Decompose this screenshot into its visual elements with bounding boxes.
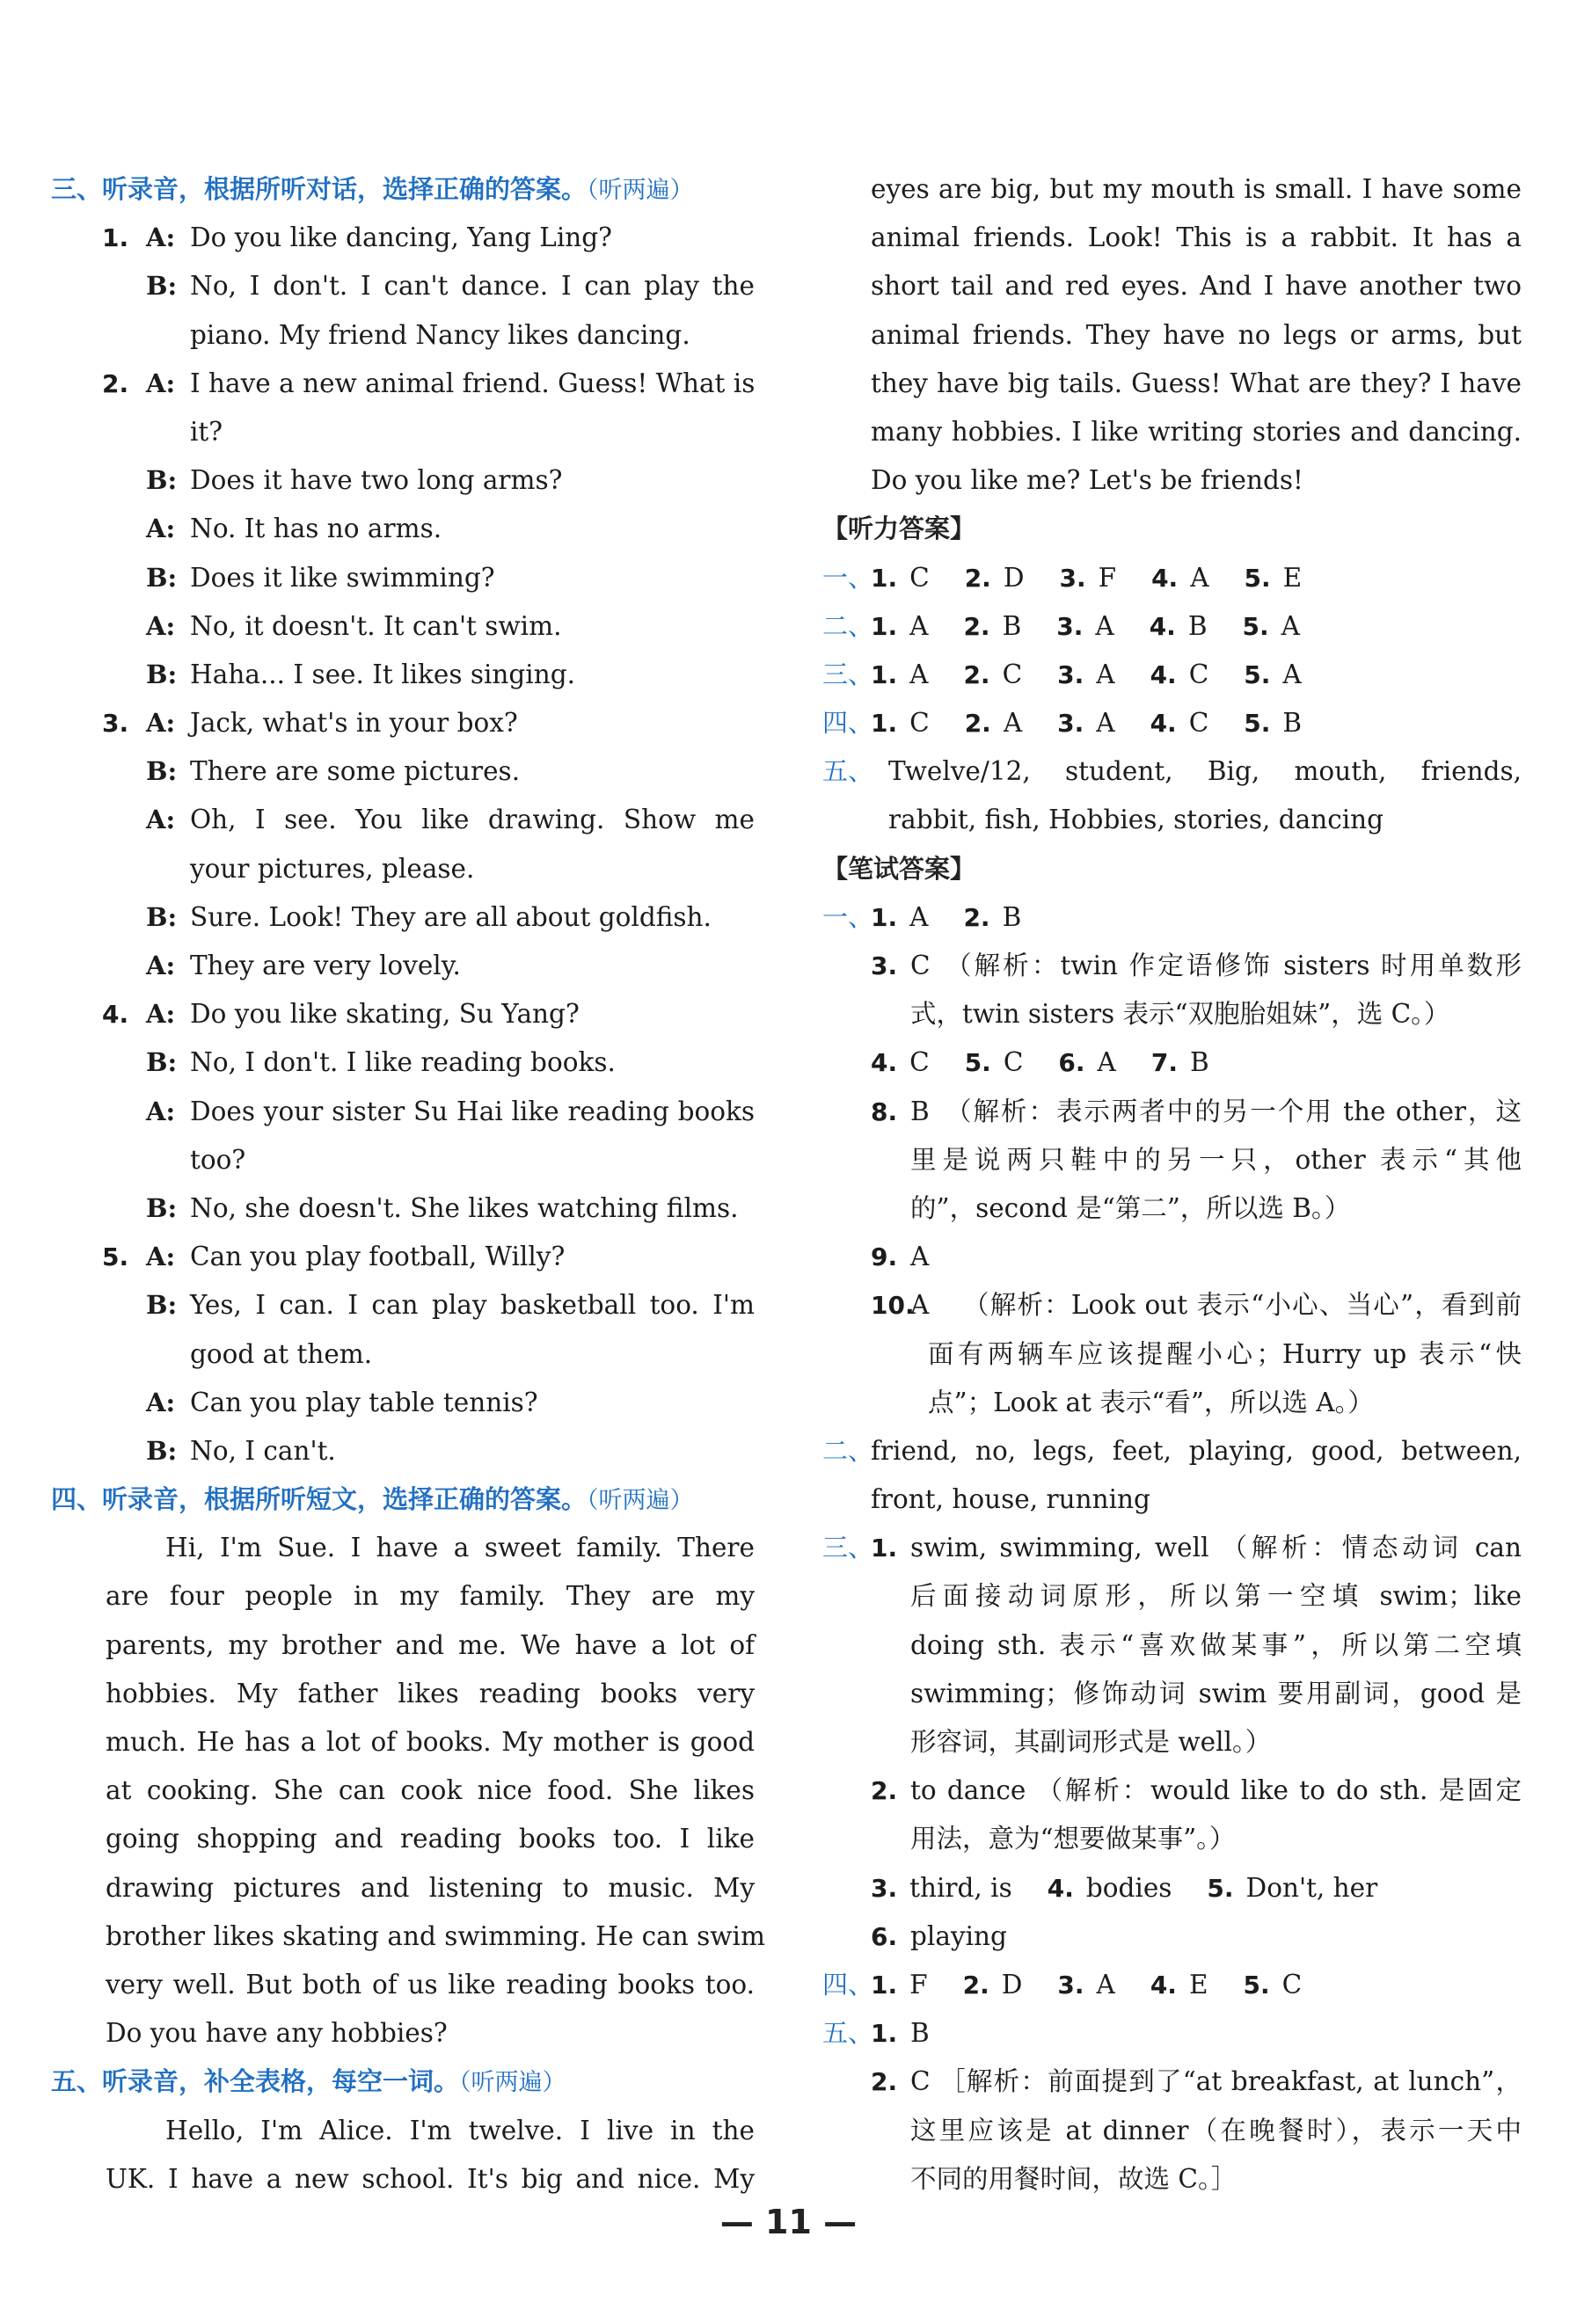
- explanation-text: （解析：Look out 表示“小心、当心”，看到前: [963, 1290, 1522, 1321]
- explanation-text: 面有两辆车应该提醒小心；Hurry up 表示“快: [928, 1338, 1522, 1369]
- text-line: [51, 262, 755, 310]
- text-line: [822, 1136, 1522, 1184]
- answer-number: 5.: [1242, 611, 1269, 641]
- passage-text: animal friends. Look! This is a rabbit. It has a: [871, 222, 1522, 253]
- speaker-label: A:: [146, 1096, 176, 1126]
- text-line: [51, 456, 755, 505]
- answer-number: 3.: [1057, 709, 1084, 739]
- answer-row: [871, 1038, 1245, 1087]
- answer-number: 3.: [1059, 563, 1086, 593]
- question-number: 10.: [871, 1291, 915, 1321]
- text-line: [822, 214, 1522, 262]
- passage-text: very well. But both of us like reading books too.: [106, 1969, 755, 2000]
- text-line: [51, 1281, 755, 1330]
- explanation-text: （解析：表示两者中的另一个用 the other，这: [945, 1096, 1522, 1126]
- answer-text: rabbit, fish, Hobbies, stories, dancing: [888, 805, 1384, 835]
- section-label: 三、: [822, 1533, 874, 1563]
- answer-number: 2.: [963, 611, 990, 641]
- answer-row: [871, 554, 1337, 602]
- question-number: 2.: [102, 368, 129, 398]
- answer-number: 5.: [964, 1048, 991, 1078]
- question-number: 2.: [871, 1776, 898, 1806]
- text-line: [51, 747, 755, 796]
- text-line: [822, 1767, 1522, 1815]
- text-line: [51, 796, 755, 844]
- answer-value: A: [909, 901, 929, 932]
- section-note: （听两遍）: [459, 2069, 566, 2097]
- answer-number: 4.: [1151, 563, 1179, 593]
- text-line: [822, 2058, 1522, 2106]
- explanation-text: （解析：twin 作定语修饰 sisters 时用单数形: [945, 951, 1522, 980]
- passage-text: Hello, I'm Alice. I'm twelve. I live in the: [165, 2115, 755, 2146]
- passage-text: Do you have any hobbies?: [106, 2018, 448, 2049]
- explanation-text: 用法，意为“想要做某事”。）: [910, 1824, 1236, 1854]
- passage-text: animal friends. They have no legs or arms, but: [871, 319, 1522, 350]
- text-line: [51, 602, 755, 651]
- answer-number: 1.: [871, 563, 898, 593]
- text-line: [822, 747, 1522, 796]
- answer-number: 5.: [1207, 1873, 1234, 1903]
- section-title: 四、听录音，根据所听短文，选择正确的答案。: [51, 1484, 588, 1515]
- text-line: [822, 1088, 1522, 1136]
- answer-header: 【笔试答案】: [822, 853, 976, 884]
- dialog-text: Oh, I see. You like drawing. Show me: [190, 805, 755, 835]
- text-line: [822, 1475, 1522, 1524]
- speaker-label: B:: [146, 271, 178, 302]
- dialog-text: Haha... I see. It likes singing.: [190, 659, 576, 689]
- answer-number: 1.: [871, 1970, 898, 2000]
- answer-value: A: [1095, 610, 1114, 641]
- dialog-text: Does it have two long arms?: [190, 465, 563, 496]
- text-line: [51, 1524, 755, 1572]
- question-number: 6.: [871, 1921, 898, 1951]
- dialog-text: it?: [190, 416, 223, 447]
- dialog-text: There are some pictures.: [190, 756, 521, 787]
- text-line: [51, 1767, 755, 1815]
- section-note: （听两遍）: [587, 1487, 694, 1515]
- text-line: [822, 1961, 1522, 2009]
- explanation-text: 里是说两只鞋中的另一只，other 表示“其他: [910, 1144, 1522, 1175]
- answer-value: C: [1281, 1969, 1303, 2000]
- explanation-text: 后面接动词原形，所以第一空填 swim；like: [910, 1581, 1522, 1612]
- answer-choice: A: [910, 1242, 930, 1272]
- answer-value: D: [1001, 1969, 1023, 2000]
- passage-text: brother likes skating and swimming. He can swim: [106, 1920, 765, 1951]
- text-line: [51, 554, 755, 602]
- speaker-label: B:: [146, 1435, 178, 1466]
- text-line: [51, 2009, 755, 2058]
- text-line: [51, 2107, 755, 2155]
- answer-value: bodies: [1085, 1872, 1172, 1903]
- answer-value: A: [1190, 562, 1209, 593]
- speaker-label: A:: [146, 708, 176, 739]
- answer-number: 2.: [962, 1970, 989, 2000]
- answer-number: 2.: [964, 563, 991, 593]
- answer-row: [871, 893, 1056, 942]
- text-line: [51, 1961, 755, 2009]
- text-line: [822, 893, 1522, 942]
- answer-number: 4.: [1150, 1970, 1177, 2000]
- passage-text: hobbies. My father likes reading books very: [106, 1678, 755, 1708]
- section-label: 一、: [822, 901, 874, 932]
- speaker-label: B:: [146, 659, 178, 689]
- answer-value: A: [1096, 659, 1115, 689]
- text-line: [822, 602, 1522, 651]
- answer-number: 5.: [1243, 1970, 1270, 2000]
- answer-number: 4.: [1149, 611, 1176, 641]
- text-line: [51, 1184, 755, 1233]
- page-number: — 11 —: [719, 2203, 858, 2241]
- text-line: [822, 2107, 1522, 2155]
- text-line: [51, 845, 755, 893]
- section-note: （听两遍）: [587, 177, 694, 204]
- explanation-text: swimming；修饰动词 swim 要用副词，good 是: [910, 1678, 1522, 1708]
- text-line: [51, 1379, 755, 1427]
- answer-number: 5.: [1244, 659, 1271, 689]
- answer-number: 7.: [1150, 1048, 1178, 1078]
- answer-number: 5.: [1244, 709, 1271, 739]
- answer-row: [871, 602, 1335, 651]
- text-line: [51, 1815, 755, 1863]
- text-line: [51, 1621, 755, 1670]
- text-line: [822, 990, 1522, 1038]
- dialog-text: No, I can't.: [190, 1435, 336, 1466]
- passage-text: they have big tails. Guess! What are they? I have: [871, 368, 1522, 398]
- answer-choice: C: [910, 951, 931, 980]
- answer-text: Twelve/12, student, Big, mouth, friends,: [888, 756, 1522, 787]
- text-line: [51, 360, 755, 408]
- dialog-text: No, I don't. I can't dance. I can play the: [190, 271, 755, 302]
- answer-value: B: [1189, 1047, 1209, 1078]
- speaker-label: A:: [146, 951, 176, 980]
- section-title: 三、听录音，根据所听对话，选择正确的答案。: [51, 174, 588, 204]
- answer-value: B: [1187, 610, 1208, 641]
- answer-value: C: [1002, 659, 1023, 689]
- passage-text: Do you like me? Let's be friends!: [871, 465, 1303, 496]
- passage-text: UK. I have a new school. It's big and nice. My: [106, 2163, 755, 2194]
- dialog-text: I have a new animal friend. Guess! What is: [190, 368, 756, 398]
- text-line: [822, 1379, 1522, 1427]
- answer-text: front, house, running: [871, 1484, 1150, 1515]
- answer-value: F: [1098, 562, 1117, 593]
- explanation-text: 形容词，其副词形式是 well。）: [910, 1727, 1272, 1757]
- section-label: 三、: [822, 659, 874, 689]
- dialog-text: No, I don't. I like reading books.: [190, 1047, 616, 1078]
- section-label: 二、: [822, 1435, 874, 1466]
- dialog-text: They are very lovely.: [190, 951, 461, 980]
- text-line: [51, 505, 755, 553]
- dialog-text: Can you play football, Willy?: [190, 1242, 566, 1272]
- question-number: 1.: [871, 1534, 898, 1563]
- text-line: [51, 1330, 755, 1379]
- dialog-text: Can you play table tennis?: [190, 1387, 538, 1417]
- answer-choice: A: [910, 1290, 930, 1321]
- answer-value: A: [909, 610, 929, 641]
- answer-value: E: [1188, 1969, 1208, 2000]
- text-line: [51, 651, 755, 699]
- answer-row: [871, 1961, 1337, 2009]
- answer-value: B: [1002, 901, 1022, 932]
- passage-text: short tail and red eyes. And I have another two: [871, 271, 1522, 302]
- answer-row: [871, 651, 1337, 699]
- text-line: [822, 408, 1522, 456]
- text-line: [51, 699, 755, 747]
- text-line: [51, 214, 755, 262]
- answer-value: B: [1282, 708, 1303, 739]
- text-line: [822, 1233, 1522, 1281]
- text-line: [51, 1088, 755, 1136]
- left-column: [51, 165, 765, 2204]
- answer-value: C: [909, 708, 930, 739]
- speaker-label: B:: [146, 756, 178, 787]
- text-line: [822, 456, 1522, 505]
- explanation-text: C ［解析：前面提到了“at breakfast, at lunch”，: [910, 2066, 1522, 2097]
- text-line: [51, 1864, 755, 1912]
- text-line: [822, 1621, 1522, 1670]
- text-line: [822, 1912, 1522, 1961]
- text-line: [822, 1572, 1522, 1621]
- text-line: [51, 1427, 755, 1475]
- text-line: [51, 2155, 755, 2204]
- dialog-text: Jack, what's in your box?: [190, 708, 518, 739]
- speaker-label: B:: [146, 1047, 178, 1078]
- text-line: [822, 1184, 1522, 1233]
- answer-number: 1.: [871, 611, 898, 641]
- text-line: [822, 845, 1522, 893]
- answer-number: 1.: [871, 902, 898, 932]
- answer-number: 6.: [1058, 1048, 1085, 1078]
- speaker-label: B:: [146, 1192, 178, 1223]
- text-line: [822, 796, 1522, 844]
- text-line: [51, 1670, 755, 1718]
- text-line: [51, 1912, 765, 1961]
- text-line: [822, 651, 1522, 699]
- question-number: 1.: [871, 2019, 898, 2049]
- text-line: [822, 311, 1522, 360]
- answer-value: C: [1188, 708, 1209, 739]
- speaker-label: B:: [146, 465, 178, 496]
- answer-number: 3.: [1057, 659, 1084, 689]
- answer-value: A: [1282, 659, 1302, 689]
- answer-row: [871, 699, 1337, 747]
- answer-number: 1.: [871, 659, 898, 689]
- answer-value: A: [1097, 1047, 1116, 1078]
- text-line: [51, 990, 755, 1038]
- passage-text: eyes are big, but my mouth is small. I have some: [871, 174, 1522, 204]
- answer-number: 4.: [1047, 1873, 1074, 1903]
- text-line: [822, 942, 1522, 990]
- answer-text: playing: [910, 1920, 1007, 1951]
- answer-value: A: [1096, 1969, 1115, 2000]
- text-line: [822, 2155, 1522, 2204]
- dialog-text: piano. My friend Nancy likes dancing.: [190, 319, 690, 350]
- answer-number: 1.: [871, 709, 898, 739]
- question-number: 8.: [871, 1096, 898, 1126]
- passage-text: at cooking. She can cook nice food. She likes: [106, 1775, 755, 1806]
- text-line: [51, 1136, 755, 1184]
- explanation-text: 的”，second 是“第二”，所以选 B。）: [910, 1192, 1351, 1223]
- answer-value: C: [909, 1047, 930, 1078]
- answer-value: C: [1188, 659, 1209, 689]
- answer-choice: B: [910, 2018, 930, 2049]
- speaker-label: B:: [146, 562, 178, 593]
- speaker-label: A:: [146, 514, 176, 544]
- answer-number: 4.: [1150, 709, 1177, 739]
- section-label: 四、: [822, 708, 874, 739]
- dialog-text: your pictures, please.: [190, 853, 475, 884]
- text-line: [51, 311, 755, 360]
- question-number: 1.: [102, 223, 129, 253]
- speaker-label: A:: [146, 999, 176, 1030]
- question-number: 3.: [102, 709, 129, 739]
- text-line: [51, 2058, 755, 2106]
- text-line: [822, 1718, 1522, 1767]
- dialog-text: No, it doesn't. It can't swim.: [190, 610, 562, 641]
- question-number: 4.: [102, 1000, 129, 1030]
- answer-number: 2.: [964, 709, 991, 739]
- answer-value: third, is: [909, 1872, 1012, 1903]
- explanation-text: doing sth. 表示“喜欢做某事”，所以第二空填: [910, 1629, 1522, 1660]
- section-label: 一、: [822, 562, 874, 593]
- text-line: [822, 505, 1522, 553]
- explanation-text: swim, swimming, well （解析：情态动词 can: [910, 1533, 1522, 1563]
- speaker-label: A:: [146, 1387, 176, 1417]
- text-line: [822, 165, 1522, 214]
- right-column: [822, 165, 1522, 2204]
- text-line: [822, 360, 1522, 408]
- answer-value: A: [1003, 708, 1023, 739]
- text-line: [822, 1815, 1522, 1863]
- text-line: [822, 262, 1522, 310]
- speaker-label: A:: [146, 805, 176, 835]
- answer-value: F: [909, 1969, 928, 2000]
- text-line: [822, 1038, 1522, 1087]
- text-line: [822, 2009, 1522, 2058]
- answer-choice: B: [910, 1096, 930, 1126]
- question-number: 2.: [871, 2067, 898, 2097]
- answer-value: E: [1282, 562, 1303, 593]
- dialog-text: Do you like skating, Su Yang?: [190, 999, 580, 1030]
- answer-number: 4.: [871, 1048, 898, 1078]
- answer-number: 2.: [963, 902, 990, 932]
- answer-value: Don't, her: [1245, 1872, 1378, 1903]
- text-line: [822, 1670, 1522, 1718]
- text-line: [51, 942, 755, 990]
- answer-value: A: [1281, 610, 1300, 641]
- explanation-text: to dance （解析：would like to do sth. 是固定: [910, 1775, 1522, 1806]
- answer-number: 3.: [1056, 611, 1084, 641]
- text-line: [822, 1864, 1522, 1912]
- text-line: [51, 893, 755, 942]
- dialog-text: Yes, I can. I can play basketball too. I'm: [190, 1290, 755, 1321]
- answer-number: 3.: [871, 1873, 898, 1903]
- passage-text: much. He has a lot of books. My mother is good: [106, 1727, 755, 1757]
- text-line: [51, 1233, 755, 1281]
- text-line: [822, 699, 1522, 747]
- explanation-text: 式，twin sisters 表示“双胞胎姐妹”，选 C。）: [910, 999, 1450, 1030]
- text-line: [51, 1572, 755, 1621]
- question-number: 5.: [102, 1242, 129, 1272]
- text-line: [51, 165, 755, 214]
- answer-header: 【听力答案】: [822, 514, 976, 544]
- passage-text: Hi, I'm Sue. I have a sweet family. There: [165, 1533, 755, 1563]
- section-title: 五、听录音，补全表格，每空一词。: [51, 2066, 460, 2097]
- dialog-text: too?: [190, 1144, 246, 1175]
- answer-number: 4.: [1150, 659, 1177, 689]
- text-line: [51, 1475, 755, 1524]
- speaker-label: A:: [146, 1242, 176, 1272]
- explanation-text: 这里应该是 at dinner（在晚餐时），表示一天中: [910, 2115, 1522, 2146]
- speaker-label: A:: [146, 222, 176, 253]
- dialog-text: good at them.: [190, 1338, 373, 1369]
- question-number: 9.: [871, 1242, 898, 1272]
- answer-value: A: [909, 659, 929, 689]
- section-label: 五、: [822, 756, 874, 787]
- dialog-text: Does your sister Su Hai like reading books: [190, 1096, 755, 1126]
- passage-text: parents, my brother and me. We have a lot of: [106, 1629, 755, 1660]
- passage-text: are four people in my family. They are my: [106, 1581, 755, 1612]
- dialog-text: No, she doesn't. She likes watching films.: [190, 1192, 739, 1223]
- speaker-label: A:: [146, 610, 176, 641]
- speaker-label: B:: [146, 901, 178, 932]
- dialog-text: Does it like swimming?: [190, 562, 495, 593]
- answer-number: 5.: [1244, 563, 1271, 593]
- section-label: 四、: [822, 1969, 874, 2000]
- passage-text: going shopping and reading books too. I like: [106, 1824, 755, 1854]
- text-line: [51, 1718, 755, 1767]
- section-label: 五、: [822, 2018, 874, 2049]
- answer-text: friend, no, legs, feet, playing, good, between,: [871, 1435, 1522, 1466]
- text-line: [822, 554, 1522, 602]
- answer-row: [871, 1864, 1413, 1912]
- dialog-text: Sure. Look! They are all about goldfish.: [190, 901, 712, 932]
- text-line: [822, 1427, 1522, 1475]
- answer-value: B: [1002, 610, 1022, 641]
- speaker-label: B:: [146, 1290, 178, 1321]
- explanation-text: 不同的用餐时间，故选 C。］: [910, 2163, 1238, 2194]
- text-line: [822, 1281, 1522, 1330]
- dialog-text: No. It has no arms.: [190, 514, 442, 544]
- answer-value: D: [1003, 562, 1025, 593]
- section-label: 二、: [822, 610, 874, 641]
- passage-text: drawing pictures and listening to music. My: [106, 1872, 755, 1903]
- answer-value: A: [1096, 708, 1115, 739]
- answer-number: 3.: [1057, 1970, 1084, 2000]
- question-number: 3.: [871, 951, 898, 980]
- text-line: [51, 1038, 755, 1087]
- passage-text: many hobbies. I like writing stories and dancing.: [871, 416, 1522, 447]
- answer-value: C: [1003, 1047, 1024, 1078]
- answer-number: 2.: [963, 659, 990, 689]
- text-line: [822, 1330, 1522, 1379]
- text-line: [51, 408, 755, 456]
- speaker-label: A:: [146, 368, 176, 398]
- explanation-text: 点”；Look at 表示“看”，所以选 A。）: [928, 1387, 1374, 1417]
- text-line: [822, 1524, 1522, 1572]
- dialog-text: Do you like dancing, Yang Ling?: [190, 222, 612, 253]
- answer-value: C: [909, 562, 930, 593]
